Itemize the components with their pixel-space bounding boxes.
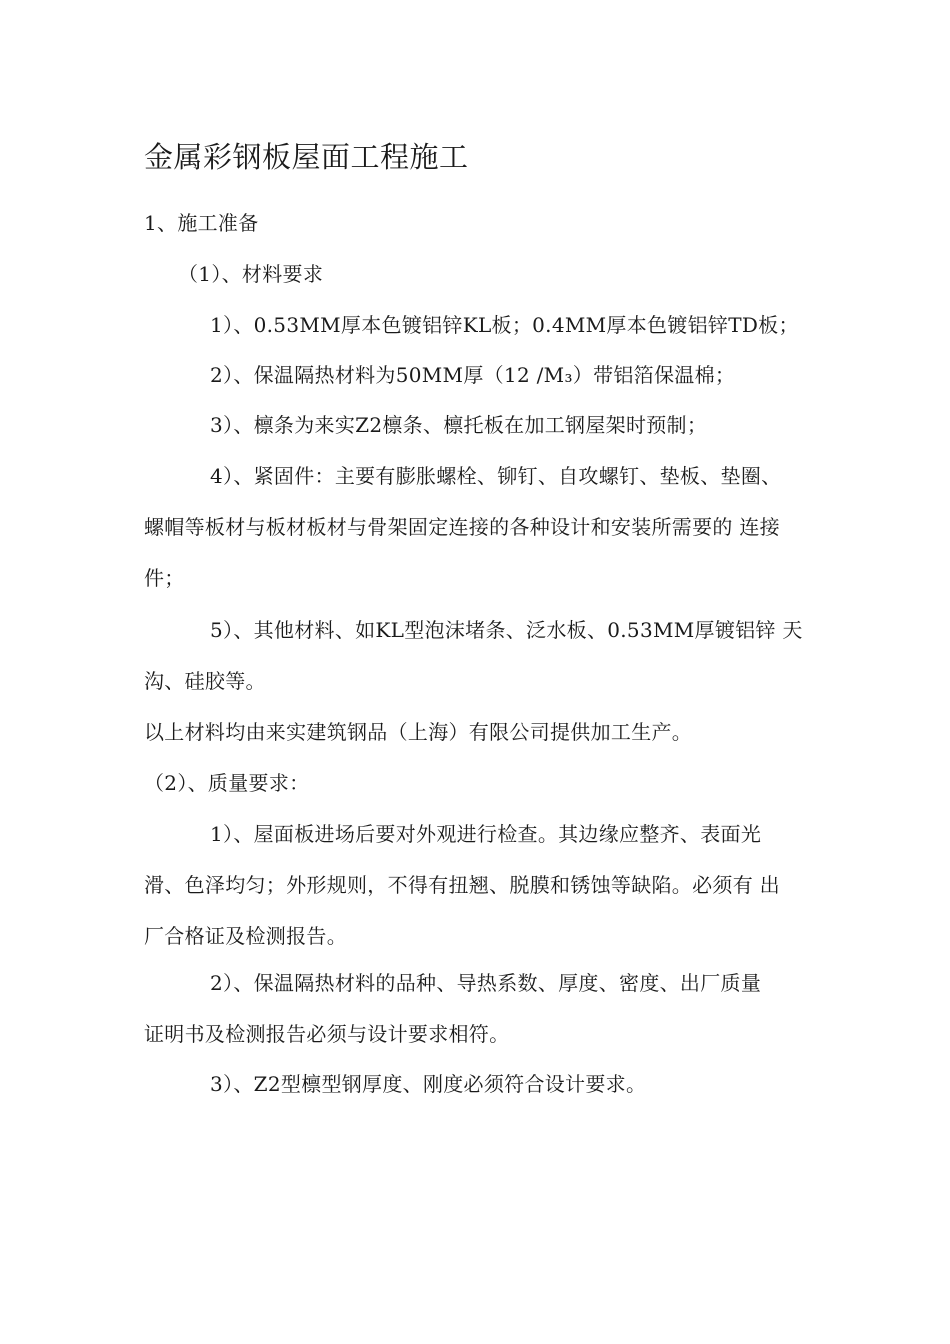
list-item-continuation: 厂合格证及检测报告。 <box>144 924 347 948</box>
list-item: 5）、其他材料、如KL型泡沫堵条、泛水板、0.53MM厚镀铝锌 天 <box>210 618 803 642</box>
list-item-continuation: 件； <box>144 566 185 590</box>
list-item-continuation: 螺帽等板材与板材板材与骨架固定连接的各种设计和安装所需要的 连接 <box>144 515 780 539</box>
list-item: 1）、0.53MM厚本色镀铝锌KL板；0.4MM厚本色镀铝锌TD板； <box>210 313 799 337</box>
note-text: 以上材料均由来实建筑钢品（上海）有限公司提供加工生产。 <box>144 720 693 744</box>
list-item: 3）、檩条为来实Z2檩条、檩托板在加工钢屋架时预制； <box>210 413 708 437</box>
list-item: 2）、保温隔热材料为50MM厚（12 /M₃）带铝箔保温棉； <box>210 363 736 387</box>
list-item: 2）、保温隔热材料的品种、导热系数、厚度、密度、出厂质量 <box>210 971 762 995</box>
subsection-heading: （1）、材料要求 <box>178 262 324 286</box>
list-item: 4）、紧固件：主要有膨胀螺栓、铆钉、自攻螺钉、垫板、垫圈、 <box>210 464 782 488</box>
list-item-continuation: 沟、硅胶等。 <box>144 669 266 693</box>
section-heading: 1、施工准备 <box>144 211 259 235</box>
list-item: 1）、屋面板进场后要对外观进行检查。其边缘应整齐、表面光 <box>210 822 762 846</box>
list-item-continuation: 证明书及检测报告必须与设计要求相符。 <box>144 1022 510 1046</box>
subsection-heading: （2）、质量要求： <box>144 771 310 795</box>
list-item-continuation: 滑、色泽均匀；外形规则，不得有扭翘、脱膜和锈蚀等缺陷。必须有 出 <box>144 873 780 897</box>
list-item: 3）、Z2型檩型钢厚度、刚度必须符合设计要求。 <box>210 1072 647 1096</box>
document-title: 金属彩钢板屋面工程施工 <box>144 140 469 174</box>
